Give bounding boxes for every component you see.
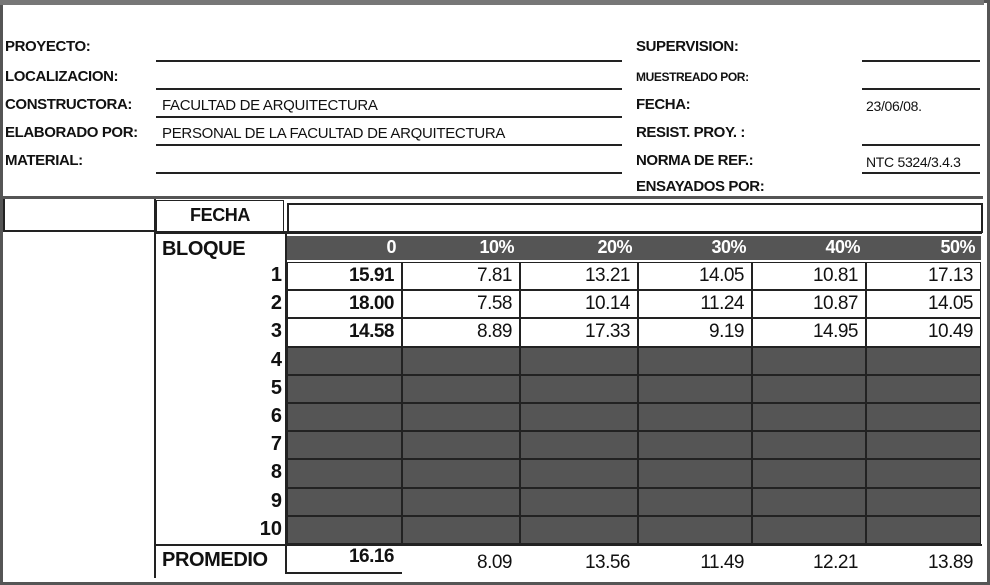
fecha-label: FECHA <box>190 205 250 225</box>
table-cell[interactable] <box>752 488 866 516</box>
label-resist-proy: RESIST. PROY. : <box>636 124 746 141</box>
table-cell[interactable] <box>287 403 402 431</box>
label-elaborado-por: ELABORADO POR: <box>5 124 138 141</box>
table-cell[interactable] <box>752 431 866 459</box>
table-cell[interactable] <box>866 488 981 516</box>
table-cell[interactable] <box>520 431 638 459</box>
table-cell[interactable] <box>638 516 752 544</box>
table-cell[interactable] <box>752 403 866 431</box>
cell-value: 13.21 <box>584 265 630 286</box>
table-cell[interactable] <box>866 431 981 459</box>
label-fecha-header: FECHA: <box>636 96 691 113</box>
label-proyecto: PROYECTO: <box>5 38 91 55</box>
cell-value: 7.81 <box>477 265 512 286</box>
column-header-3: 30% <box>711 237 746 257</box>
underline <box>287 572 402 574</box>
column-header-4: 40% <box>825 237 860 257</box>
cell-value: 14.05 <box>698 265 744 286</box>
value-elaborado-por: PERSONAL DE LA FACULTAD DE ARQUITECTURA <box>162 125 506 142</box>
underline <box>156 144 622 146</box>
cell-value: 10.81 <box>812 265 858 286</box>
divider <box>156 544 982 546</box>
cell-value: 9.19 <box>709 321 744 343</box>
table-cell[interactable] <box>402 347 520 375</box>
table-cell[interactable] <box>866 347 981 375</box>
table-cell[interactable] <box>520 488 638 516</box>
row-label: 9 <box>270 489 282 512</box>
underline <box>862 144 980 146</box>
cell-value: 10.14 <box>584 293 630 315</box>
promedio-value: 16.16 <box>348 546 394 567</box>
value-constructora: FACULTAD DE ARQUITECTURA <box>162 97 378 114</box>
table-cell[interactable] <box>752 459 866 487</box>
table-cell[interactable] <box>520 403 638 431</box>
row-label: 2 <box>270 292 282 315</box>
table-cell[interactable] <box>752 375 866 403</box>
row-label: 3 <box>270 320 282 343</box>
cell-value: 14.05 <box>927 293 973 315</box>
table-cell[interactable] <box>520 459 638 487</box>
table-left-border <box>154 198 156 578</box>
promedio-value: 13.56 <box>584 552 630 573</box>
table-cell[interactable] <box>520 347 638 375</box>
table-cell[interactable] <box>638 403 752 431</box>
value-fecha-header: 23/06/08. <box>866 98 922 114</box>
table-cell[interactable] <box>638 431 752 459</box>
table-cell[interactable] <box>287 459 402 487</box>
label-constructora: CONSTRUCTORA: <box>5 96 133 113</box>
table-cell[interactable] <box>520 516 638 544</box>
row-label: 7 <box>270 433 282 456</box>
column-header-0: 0 <box>386 237 396 257</box>
table-cell[interactable] <box>287 431 402 459</box>
label-muestreado-por: MUESTREADO POR: <box>636 70 749 84</box>
underline <box>156 88 622 90</box>
promedio-value: 12.21 <box>812 552 858 573</box>
divider <box>3 198 5 232</box>
cell-value: 7.58 <box>477 293 512 315</box>
cell-value: 14.95 <box>812 321 858 343</box>
cell-value: 17.13 <box>927 265 973 286</box>
row-label: 10 <box>259 517 282 540</box>
promedio-value: 13.89 <box>927 552 973 573</box>
label-ensayados-por: ENSAYADOS POR: <box>636 178 765 195</box>
column-header-5: 50% <box>940 237 975 257</box>
row-label: 4 <box>270 348 282 371</box>
divider <box>156 231 982 234</box>
promedio-value: 11.49 <box>700 552 744 573</box>
table-cell[interactable] <box>866 403 981 431</box>
row-label: 6 <box>270 405 282 427</box>
table-cell[interactable] <box>287 488 402 516</box>
underline <box>156 172 622 174</box>
cell-value: 11.24 <box>700 293 744 315</box>
row-label: 8 <box>270 461 282 484</box>
cell-value: 8.89 <box>477 321 512 343</box>
column-header-1: 10% <box>479 237 514 257</box>
table-cell[interactable] <box>866 375 981 403</box>
row-label: 5 <box>270 376 282 399</box>
cell-value: 15.91 <box>348 265 394 286</box>
row-label: 1 <box>270 264 282 286</box>
label-norma-ref: NORMA DE REF.: <box>636 152 754 169</box>
underline <box>156 116 622 118</box>
divider <box>3 230 155 232</box>
column-header-2: 20% <box>597 237 632 257</box>
promedio-value: 8.09 <box>477 552 512 573</box>
fecha-input[interactable] <box>287 203 983 233</box>
cell-value: 10.87 <box>812 293 858 315</box>
table-cell[interactable] <box>638 375 752 403</box>
table-cell[interactable] <box>402 375 520 403</box>
table-cell[interactable] <box>402 488 520 516</box>
label-supervision: SUPERVISION: <box>636 38 739 55</box>
table-cell[interactable] <box>638 347 752 375</box>
table-cell[interactable] <box>402 431 520 459</box>
underline <box>862 172 980 174</box>
divider <box>3 196 983 199</box>
table-cell[interactable] <box>866 459 981 487</box>
cell-value: 17.33 <box>584 321 630 343</box>
underline <box>156 60 622 62</box>
table-cell[interactable] <box>638 459 752 487</box>
label-localizacion: LOCALIZACION: <box>5 68 119 85</box>
underline <box>862 60 980 62</box>
promedio-label: PROMEDIO <box>162 549 268 571</box>
underline <box>862 88 980 90</box>
table-cell[interactable] <box>287 516 402 544</box>
table-cell[interactable] <box>402 459 520 487</box>
table-cell[interactable] <box>287 375 402 403</box>
table-cell[interactable] <box>402 516 520 544</box>
cell-value: 14.58 <box>348 321 394 343</box>
label-material: MATERIAL: <box>5 152 83 169</box>
table-cell[interactable] <box>402 403 520 431</box>
cell-value: 10.49 <box>927 321 973 343</box>
table-cell[interactable] <box>752 516 866 544</box>
table-cell[interactable] <box>638 488 752 516</box>
table-cell[interactable] <box>520 375 638 403</box>
table-cell[interactable] <box>866 516 981 544</box>
cell-value: 18.00 <box>348 293 394 315</box>
value-norma-ref: NTC 5324/3.4.3 <box>866 154 961 170</box>
table-cell[interactable] <box>287 347 402 375</box>
top-border <box>0 0 984 5</box>
bloque-label: BLOQUE <box>162 238 246 260</box>
table-cell[interactable] <box>752 347 866 375</box>
